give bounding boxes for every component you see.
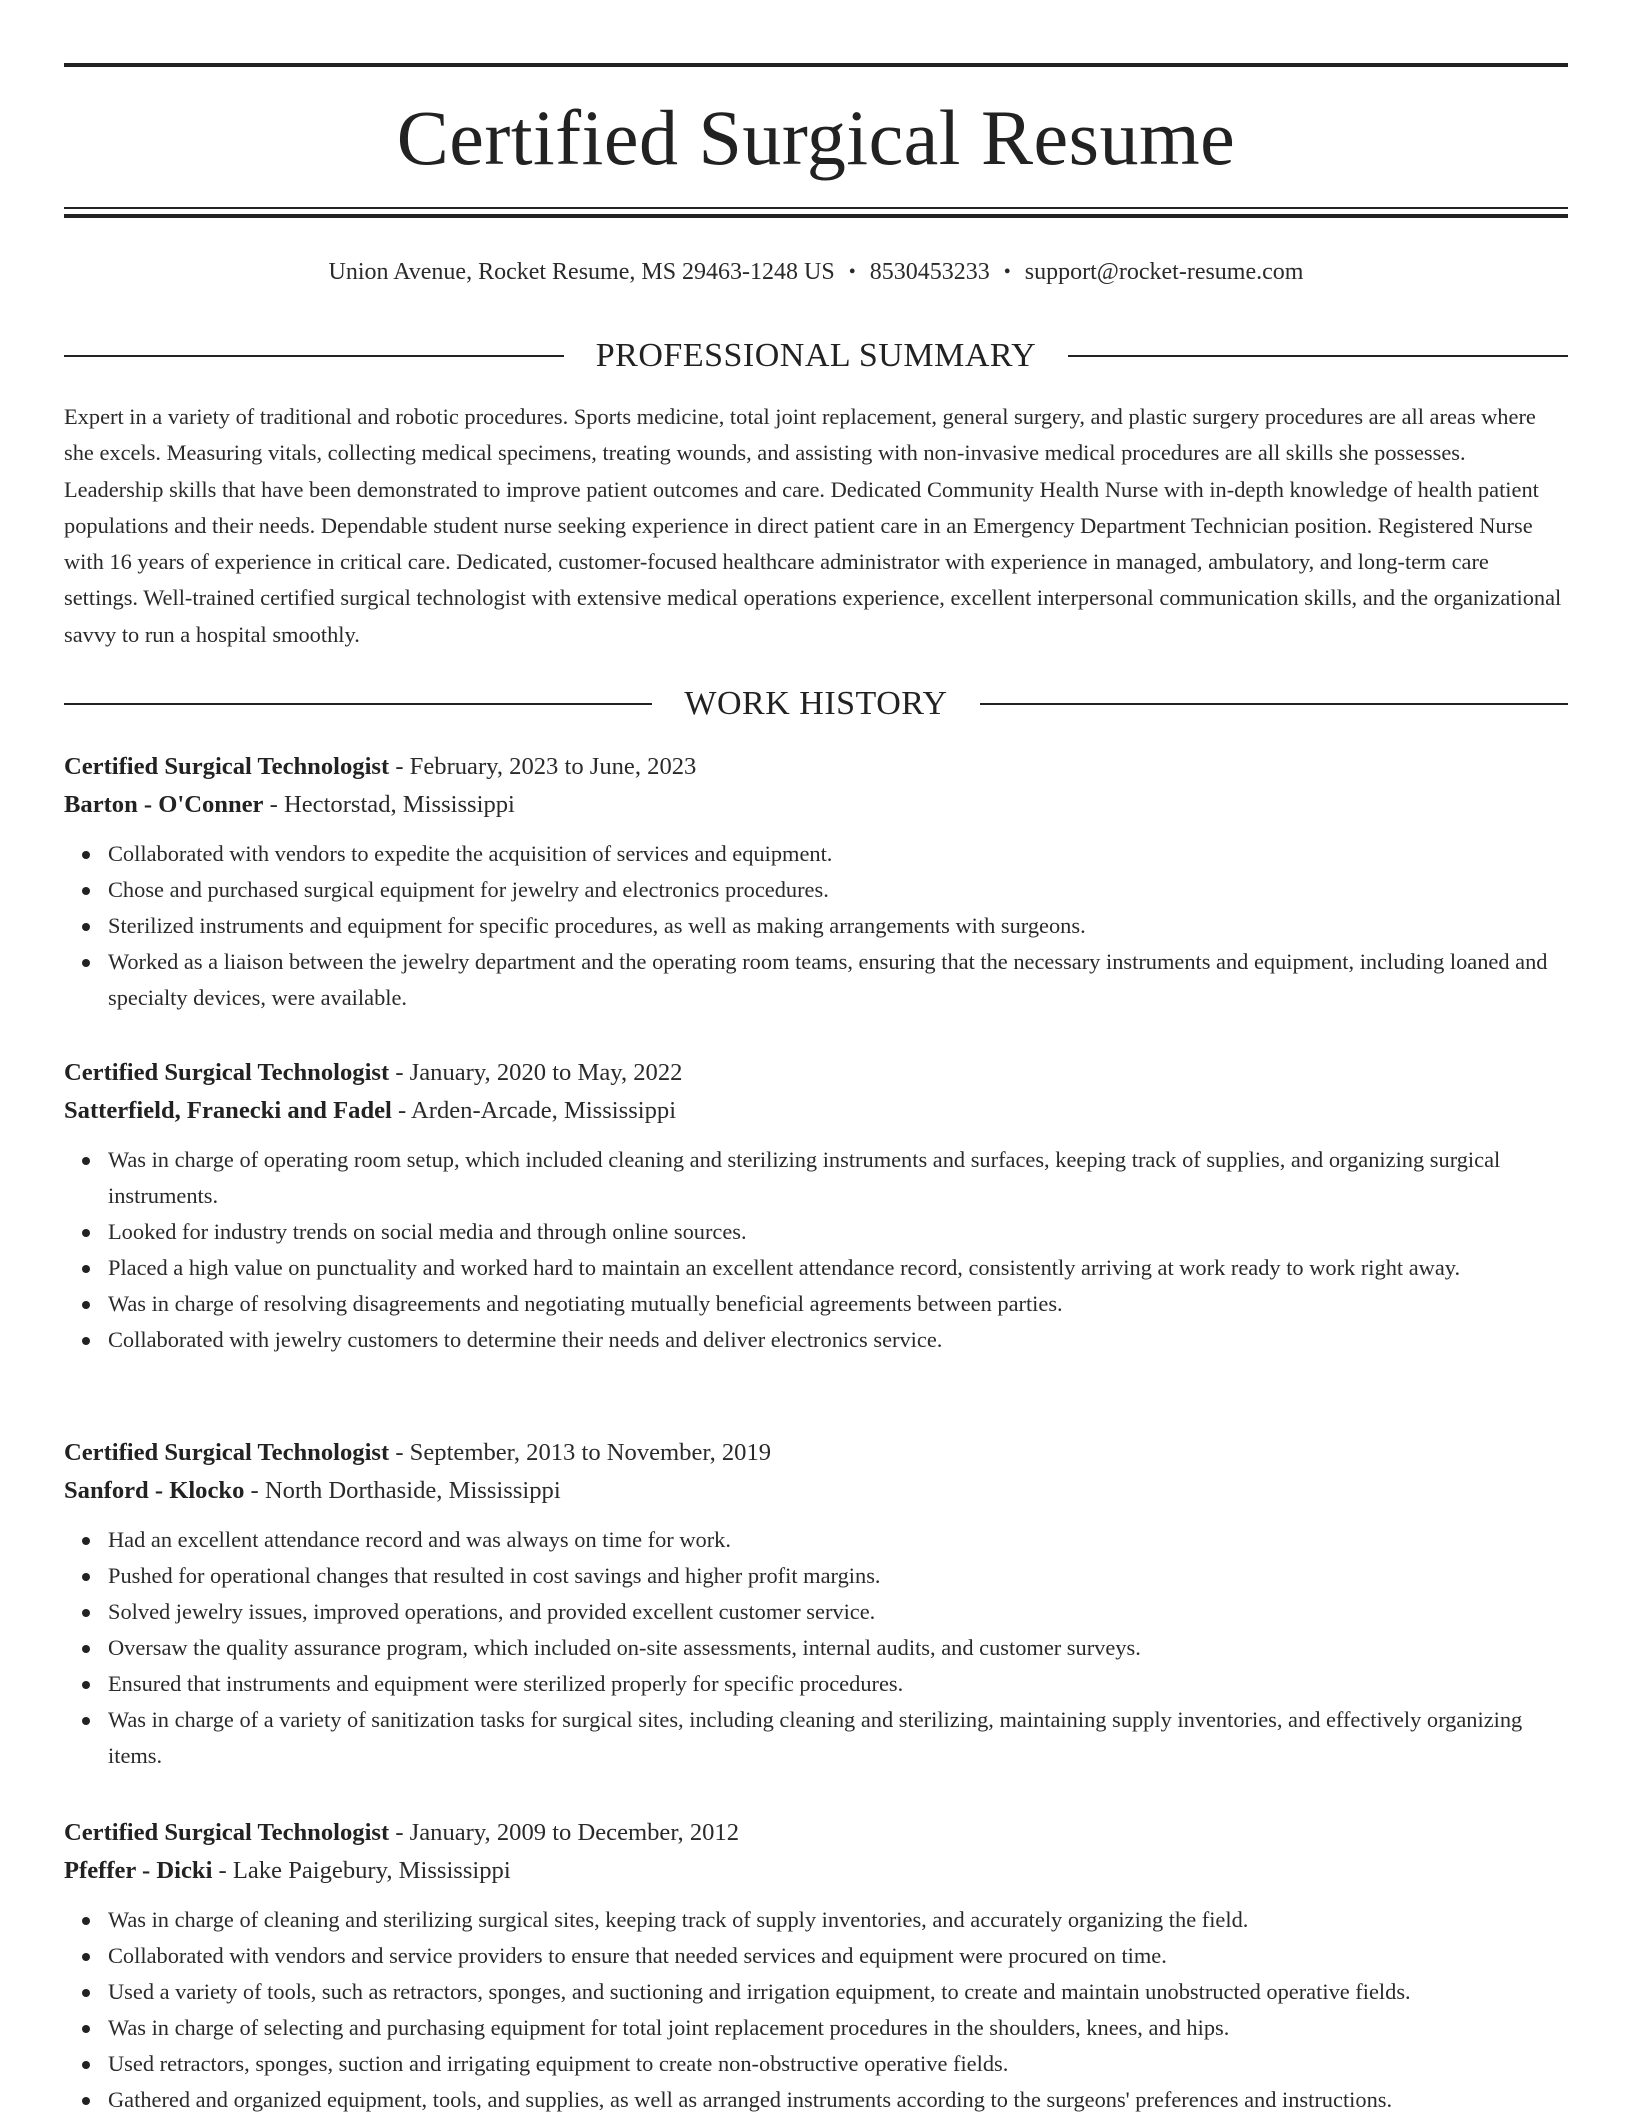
job-bullet-list <box>64 1522 1568 1774</box>
summary-heading <box>64 336 1568 376</box>
job-company-line <box>64 1472 1568 1510</box>
list-item: Used retractors, sponges, suction and irrigating equipment to create non-obstructive operative fields. <box>108 2046 1568 2082</box>
list-item: Was in charge of operating room setup, which included cleaning and sterilizing instruments and surfaces, keeping track of supplies, and organizing surgical instruments. <box>108 1142 1568 1214</box>
job-location: - Lake Paigebury, Mississippi <box>212 1857 511 1884</box>
job-entry <box>64 748 1568 1016</box>
header-top-rule <box>64 63 1568 67</box>
job-location: - North Dorthaside, Mississippi <box>244 1477 561 1504</box>
list-item: Sterilized instruments and equipment for specific procedures, as well as making arrangements with surgeons. <box>108 908 1568 944</box>
work-history-heading <box>64 684 1568 724</box>
list-item: Collaborated with vendors and service providers to ensure that needed services and equipment were procured on time. <box>108 1938 1568 1974</box>
work-history-heading-label: WORK HISTORY <box>684 685 948 722</box>
contact-line <box>64 252 1568 292</box>
job-title: Certified Surgical Technologist <box>64 1059 390 1086</box>
list-item: Chose and purchased surgical equipment for jewelry and electronics procedures. <box>108 872 1568 908</box>
job-company: Satterfield, Franecki and Fadel <box>64 1097 392 1124</box>
list-item: Looked for industry trends on social media and through online sources. <box>108 1214 1568 1250</box>
job-company-line <box>64 1852 1568 1890</box>
job-title-line <box>64 748 1568 786</box>
job-company: Pfeffer - Dicki <box>64 1857 213 1884</box>
list-item: Oversaw the quality assurance program, which included on-site assessments, internal audits, and customer surveys. <box>108 1630 1568 1666</box>
job-dates: - September, 2013 to November, 2019 <box>389 1439 772 1466</box>
job-dates: - February, 2023 to June, 2023 <box>389 753 697 780</box>
heading-right-rule <box>1068 355 1568 357</box>
resume-title: Certified Surgical Resume <box>396 94 1236 181</box>
contact-email: support@rocket-resume.com <box>1024 259 1304 285</box>
list-item: Was in charge of selecting and purchasing equipment for total joint replacement procedures in the shoulders, knees, and hips. <box>108 2010 1568 2046</box>
job-company: Barton - O'Conner <box>64 791 264 818</box>
job-bullet-list <box>64 836 1568 1016</box>
contact-phone: 8530453233 <box>869 259 990 285</box>
job-company: Sanford - Klocko <box>64 1477 245 1504</box>
list-item: Was in charge of cleaning and sterilizing surgical sites, keeping track of supply inventories, and accurately organizing the field. <box>108 1902 1568 1938</box>
job-location: - Hectorstad, Mississippi <box>263 791 515 818</box>
summary-heading-label: PROFESSIONAL SUMMARY <box>595 337 1037 374</box>
contact-separator: • <box>1003 261 1011 283</box>
list-item: Gathered and organized equipment, tools, and supplies, as well as arranged instruments according to the surgeons' preferences and instructions. <box>108 2082 1568 2118</box>
header-double-rule-upper <box>64 207 1568 209</box>
list-item: Collaborated with vendors to expedite the acquisition of services and equipment. <box>108 836 1568 872</box>
job-title-line <box>64 1814 1568 1852</box>
job-company-line <box>64 786 1568 824</box>
header-double-rule-lower <box>64 214 1568 218</box>
job-entry <box>64 1054 1568 1358</box>
job-bullet-list <box>64 1902 1568 2118</box>
list-item: Was in charge of resolving disagreements and negotiating mutually beneficial agreements between parties. <box>108 1286 1568 1322</box>
list-item: Collaborated with jewelry customers to determine their needs and deliver electronics service. <box>108 1322 1568 1358</box>
list-item: Solved jewelry issues, improved operations, and provided excellent customer service. <box>108 1594 1568 1630</box>
list-item: Had an excellent attendance record and was always on time for work. <box>108 1522 1568 1558</box>
job-location: - Arden-Arcade, Mississippi <box>391 1097 677 1124</box>
job-title-line <box>64 1054 1568 1092</box>
summary-text: Expert in a variety of traditional and robotic procedures. Sports medicine, total joint replacement, general surgery, and plastic surgery procedures are all areas where she excels. Measuring vitals, collecting medical specimens, treating wounds, and assisting with non-invasive medical procedures are all skills she possesses. Leadership skills that have been demonstrated to improve patient outcomes and care. Dedicated Community Health Nurse with in-depth knowledge of health patient populations and their needs. Dependable student nurse seeking experience in direct patient care in an Emergency Department Technician position. Registered Nurse with 16 years of experience in critical care. Dedicated, customer-focused healthcare administrator with experience in managed, ambulatory, and long-term care settings. Well-trained certified surgical technologist with extensive medical operations experience, excellent interpersonal communication skills, and the organizational savvy to run a hospital smoothly. <box>64 404 1562 647</box>
heading-left-rule <box>64 703 652 705</box>
job-title-line <box>64 1434 1568 1472</box>
heading-right-rule <box>980 703 1568 705</box>
job-dates: - January, 2020 to May, 2022 <box>389 1059 683 1086</box>
contact-separator: • <box>848 261 856 283</box>
list-item: Ensured that instruments and equipment were sterilized properly for specific procedures. <box>108 1666 1568 1702</box>
heading-left-rule <box>64 355 564 357</box>
job-entry <box>64 1434 1568 1774</box>
job-company-line <box>64 1092 1568 1130</box>
job-title: Certified Surgical Technologist <box>64 1819 390 1846</box>
job-dates: - January, 2009 to December, 2012 <box>389 1819 740 1846</box>
list-item: Placed a high value on punctuality and worked hard to maintain an excellent attendance record, consistently arriving at work ready to work right away. <box>108 1250 1568 1286</box>
contact-address: Union Avenue, Rocket Resume, MS 29463-1248 US <box>328 259 835 285</box>
job-bullet-list <box>64 1142 1568 1358</box>
list-item: Was in charge of a variety of sanitization tasks for surgical sites, including cleaning and sterilizing, maintaining supply inventories, and effectively organizing items. <box>108 1702 1568 1774</box>
list-item: Pushed for operational changes that resulted in cost savings and higher profit margins. <box>108 1558 1568 1594</box>
job-title: Certified Surgical Technologist <box>64 753 390 780</box>
job-entry <box>64 1814 1568 2118</box>
job-title: Certified Surgical Technologist <box>64 1439 390 1466</box>
list-item: Used a variety of tools, such as retractors, sponges, and suctioning and irrigation equipment, to create and maintain unobstructed operative fields. <box>108 1974 1568 2010</box>
list-item: Worked as a liaison between the jewelry department and the operating room teams, ensuring that the necessary instruments and equipment, including loaned and specialty devices, were available. <box>108 944 1568 1016</box>
